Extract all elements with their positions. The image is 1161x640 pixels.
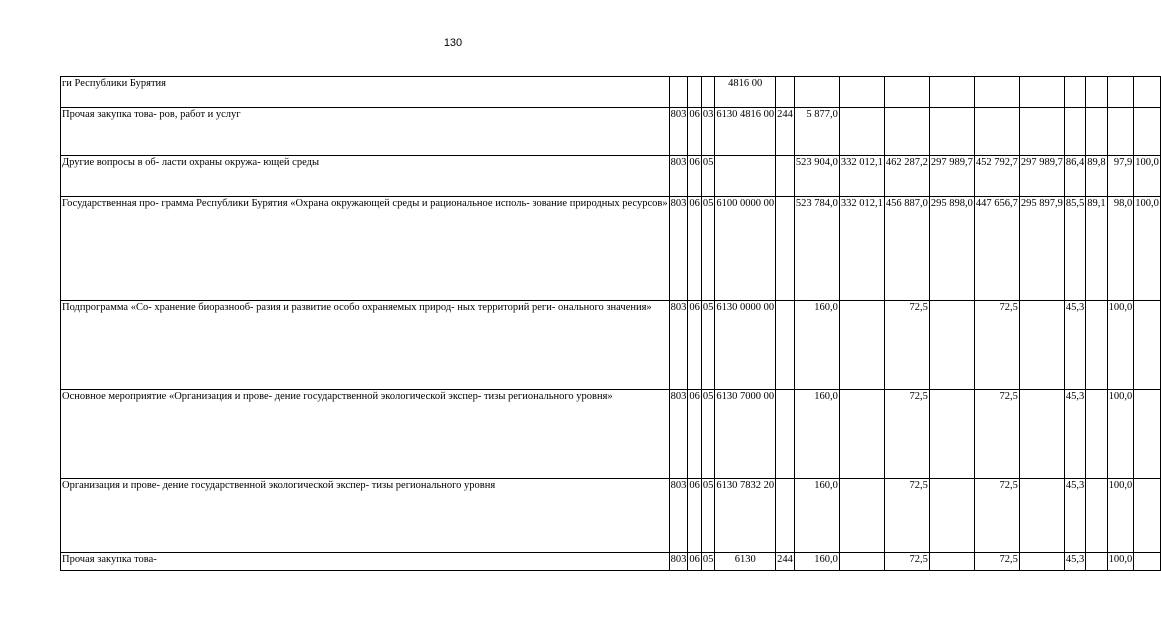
grbs-code: 803 <box>669 553 688 571</box>
target-article-code: 6130 <box>715 553 776 571</box>
value-3: 72,5 <box>884 390 929 479</box>
grbs-code: 803 <box>669 108 688 156</box>
percent-2 <box>1086 479 1107 553</box>
value-4 <box>929 479 974 553</box>
percent-2: 89,1 <box>1086 197 1107 301</box>
percent-3: 100,0 <box>1107 390 1134 479</box>
percent-1: 85,5 <box>1064 197 1085 301</box>
value-3: 462 287,2 <box>884 156 929 197</box>
subsection-code: 05 <box>701 197 715 301</box>
section-code: 06 <box>688 156 702 197</box>
percent-4 <box>1134 553 1161 571</box>
subsection-code: 05 <box>701 390 715 479</box>
value-2 <box>839 301 884 390</box>
page-number: 130 <box>443 37 463 49</box>
row-name: Прочая закупка това- ров, работ и услуг <box>61 108 670 156</box>
section-code: 06 <box>688 479 702 553</box>
value-6 <box>1019 77 1064 108</box>
percent-4 <box>1134 77 1161 108</box>
value-5 <box>974 108 1019 156</box>
percent-4 <box>1134 479 1161 553</box>
expense-type-code: 244 <box>776 553 795 571</box>
value-5 <box>974 77 1019 108</box>
percent-3: 100,0 <box>1107 479 1134 553</box>
expense-type-code: 244 <box>776 108 795 156</box>
value-6: 297 989,7 <box>1019 156 1064 197</box>
table-row <box>61 479 1161 553</box>
grbs-code <box>669 77 688 108</box>
grbs-code: 803 <box>669 390 688 479</box>
value-6 <box>1019 553 1064 571</box>
value-6 <box>1019 301 1064 390</box>
value-1: 523 784,0 <box>794 197 839 301</box>
percent-2 <box>1086 77 1107 108</box>
percent-2 <box>1086 553 1107 571</box>
section-code: 06 <box>688 553 702 571</box>
table-row <box>61 108 1161 156</box>
value-3 <box>884 77 929 108</box>
subsection-code: 03 <box>701 108 715 156</box>
subsection-code <box>701 77 715 108</box>
value-1: 160,0 <box>794 479 839 553</box>
value-2: 332 012,1 <box>839 197 884 301</box>
value-6 <box>1019 108 1064 156</box>
value-6 <box>1019 479 1064 553</box>
value-2 <box>839 108 884 156</box>
grbs-code: 803 <box>669 156 688 197</box>
value-6: 295 897,9 <box>1019 197 1064 301</box>
percent-1: 45,3 <box>1064 553 1085 571</box>
value-4 <box>929 390 974 479</box>
expense-type-code <box>776 479 795 553</box>
target-article-code: 6130 7832 20 <box>715 479 776 553</box>
value-2: 332 012,1 <box>839 156 884 197</box>
percent-2 <box>1086 108 1107 156</box>
value-5: 452 792,7 <box>974 156 1019 197</box>
percent-3: 97,9 <box>1107 156 1134 197</box>
row-name: Организация и прове- дение государственной экологической экспер- тизы регионального уровня <box>61 479 670 553</box>
percent-4 <box>1134 301 1161 390</box>
section-code: 06 <box>688 108 702 156</box>
value-4: 295 898,0 <box>929 197 974 301</box>
value-4 <box>929 77 974 108</box>
subsection-code: 05 <box>701 156 715 197</box>
value-5: 72,5 <box>974 301 1019 390</box>
table-row <box>61 77 1161 108</box>
table-row <box>61 553 1161 571</box>
expense-type-code <box>776 156 795 197</box>
value-4 <box>929 108 974 156</box>
value-5: 72,5 <box>974 479 1019 553</box>
subsection-code: 05 <box>701 301 715 390</box>
value-2 <box>839 479 884 553</box>
target-article-code: 6100 0000 00 <box>715 197 776 301</box>
subsection-code: 05 <box>701 479 715 553</box>
value-4: 297 989,7 <box>929 156 974 197</box>
percent-3: 100,0 <box>1107 553 1134 571</box>
value-3: 456 887,0 <box>884 197 929 301</box>
value-5: 447 656,7 <box>974 197 1019 301</box>
expense-type-code <box>776 197 795 301</box>
expense-type-code <box>776 390 795 479</box>
target-article-code: 6130 7000 00 <box>715 390 776 479</box>
value-2 <box>839 553 884 571</box>
row-name: Государственная про- грамма Республики Бурятия «Охрана окружающей среды и рациональное исполь- зование природных ресурсов» <box>61 197 670 301</box>
value-1 <box>794 77 839 108</box>
subsection-code: 05 <box>701 553 715 571</box>
percent-3: 98,0 <box>1107 197 1134 301</box>
budget-table <box>60 76 1161 571</box>
value-3 <box>884 108 929 156</box>
expense-type-code <box>776 77 795 108</box>
percent-2 <box>1086 390 1107 479</box>
value-2 <box>839 390 884 479</box>
value-5: 72,5 <box>974 390 1019 479</box>
expense-type-code <box>776 301 795 390</box>
percent-1: 45,3 <box>1064 479 1085 553</box>
percent-4 <box>1134 108 1161 156</box>
value-3: 72,5 <box>884 301 929 390</box>
target-article-code: 6130 4816 00 <box>715 108 776 156</box>
value-1: 160,0 <box>794 390 839 479</box>
value-5: 72,5 <box>974 553 1019 571</box>
percent-2 <box>1086 301 1107 390</box>
value-3: 72,5 <box>884 553 929 571</box>
percent-3 <box>1107 108 1134 156</box>
target-article-code: 6130 0000 00 <box>715 301 776 390</box>
percent-4 <box>1134 390 1161 479</box>
percent-4: 100,0 <box>1134 156 1161 197</box>
target-article-code: 4816 00 <box>715 77 776 108</box>
percent-3 <box>1107 77 1134 108</box>
row-name: ги Республики Бурятия <box>61 77 670 108</box>
percent-1 <box>1064 77 1085 108</box>
percent-1 <box>1064 108 1085 156</box>
table-body <box>61 77 1161 571</box>
section-code <box>688 77 702 108</box>
percent-4: 100,0 <box>1134 197 1161 301</box>
section-code: 06 <box>688 197 702 301</box>
value-1: 5 877,0 <box>794 108 839 156</box>
section-code: 06 <box>688 301 702 390</box>
value-3: 72,5 <box>884 479 929 553</box>
table-row <box>61 197 1161 301</box>
value-1: 160,0 <box>794 553 839 571</box>
grbs-code: 803 <box>669 479 688 553</box>
row-name: Прочая закупка това- <box>61 553 670 571</box>
value-4 <box>929 301 974 390</box>
section-code: 06 <box>688 390 702 479</box>
percent-3: 100,0 <box>1107 301 1134 390</box>
grbs-code: 803 <box>669 301 688 390</box>
target-article-code <box>715 156 776 197</box>
row-name: Другие вопросы в об- ласти охраны окружа- ющей среды <box>61 156 670 197</box>
value-4 <box>929 553 974 571</box>
row-name: Подпрограмма «Со- хранение биоразнооб- разия и развитие особо охраняемых природ- ных территорий реги- онального значения» <box>61 301 670 390</box>
percent-1: 86,4 <box>1064 156 1085 197</box>
value-1: 523 904,0 <box>794 156 839 197</box>
value-6 <box>1019 390 1064 479</box>
percent-1: 45,3 <box>1064 390 1085 479</box>
row-name: Основное мероприятие «Организация и прове- дение государственной экологической экспер- тизы регионального уровня» <box>61 390 670 479</box>
percent-1: 45,3 <box>1064 301 1085 390</box>
table-row <box>61 156 1161 197</box>
value-1: 160,0 <box>794 301 839 390</box>
percent-2: 89,8 <box>1086 156 1107 197</box>
table-row <box>61 301 1161 390</box>
table-row <box>61 390 1161 479</box>
value-2 <box>839 77 884 108</box>
grbs-code: 803 <box>669 197 688 301</box>
